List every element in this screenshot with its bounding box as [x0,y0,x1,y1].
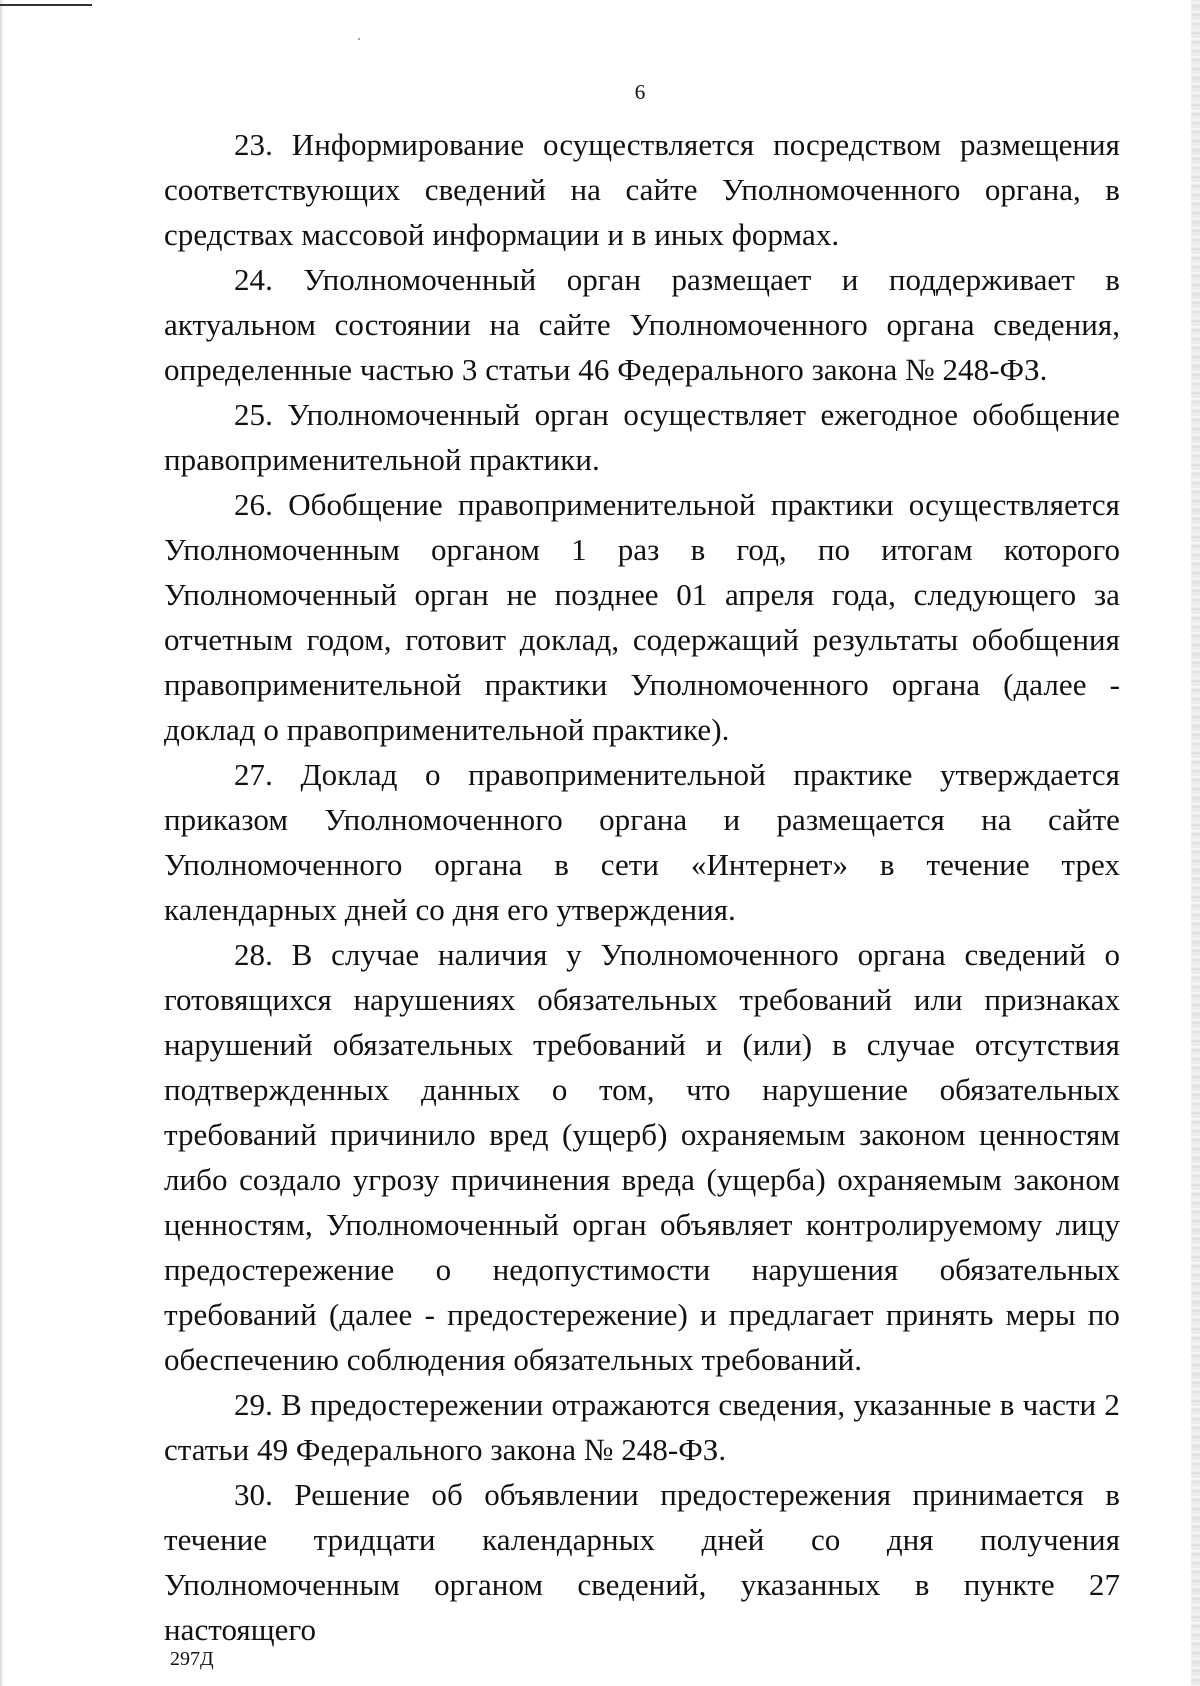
paragraph-29: 29. В предостережении отражаются сведения, указанные в части 2 статьи 49 Федерального закона № 248-ФЗ. [164,1387,1120,1467]
paragraph-23: 23. Информирование осуществляется посредством размещения соответствующих сведений на сайте Уполномоченного органа, в средствах массовой информации и в иных формах. [164,127,1120,252]
scan-mark-top [0,4,92,6]
scan-edge-left [0,0,3,1686]
scan-dot [358,38,360,40]
paragraph-26: 26. Обобщение правоприменительной практики осуществляется Уполномоченным органом 1 раз в год, по итогам которого Уполномоченный орган не позднее 01 апреля года, следующего за отчетным годом, готовит доклад, содержащий результаты обобщения правоприменительной практики Уполномоченного органа (далее - доклад о правоприменительной практике). [164,487,1120,747]
document-body [164,122,1120,1652]
paragraph-30: 30. Решение об объявлении предостережения принимается в течение тридцати календарных дней со дня получения Уполномоченным органом сведений, указанных в пункте 27 настоящего [164,1477,1120,1647]
paragraph-24: 24. Уполномоченный орган размещает и поддерживает в актуальном состоянии на сайте Уполномоченного органа сведения, определенные частью 3 статьи 46 Федерального закона № 248-ФЗ. [164,262,1120,387]
paragraph-28: 28. В случае наличия у Уполномоченного органа сведений о готовящихся нарушениях обязательных требований или признаках нарушений обязательных требований и (или) в случае отсутствия подтвержденных данных о том, что нарушение обязательных требований причинило вред (ущерб) охраняемым законом ценностям либо создало угрозу причинения вреда (ущерба) охраняемым законом ценностям, Уполномоченный орган объявляет контролируемому лицу предостережение о недопустимости нарушения обязательных требований (далее - предостережение) и предлагает принять меры по обеспечению соблюдения обязательных требований. [164,937,1120,1377]
paragraph-27: 27. Доклад о правоприменительной практике утверждается приказом Уполномоченного органа и размещается на сайте Уполномоченного органа в сети «Интернет» в течение трех календарных дней со дня его утверждения. [164,757,1120,927]
scan-edge-right [1191,0,1200,1686]
document-code: 297Д [170,1648,214,1670]
page-number: 6 [634,80,646,104]
paragraph-25: 25. Уполномоченный орган осуществляет ежегодное обобщение правоприменительной практики. [164,397,1120,477]
